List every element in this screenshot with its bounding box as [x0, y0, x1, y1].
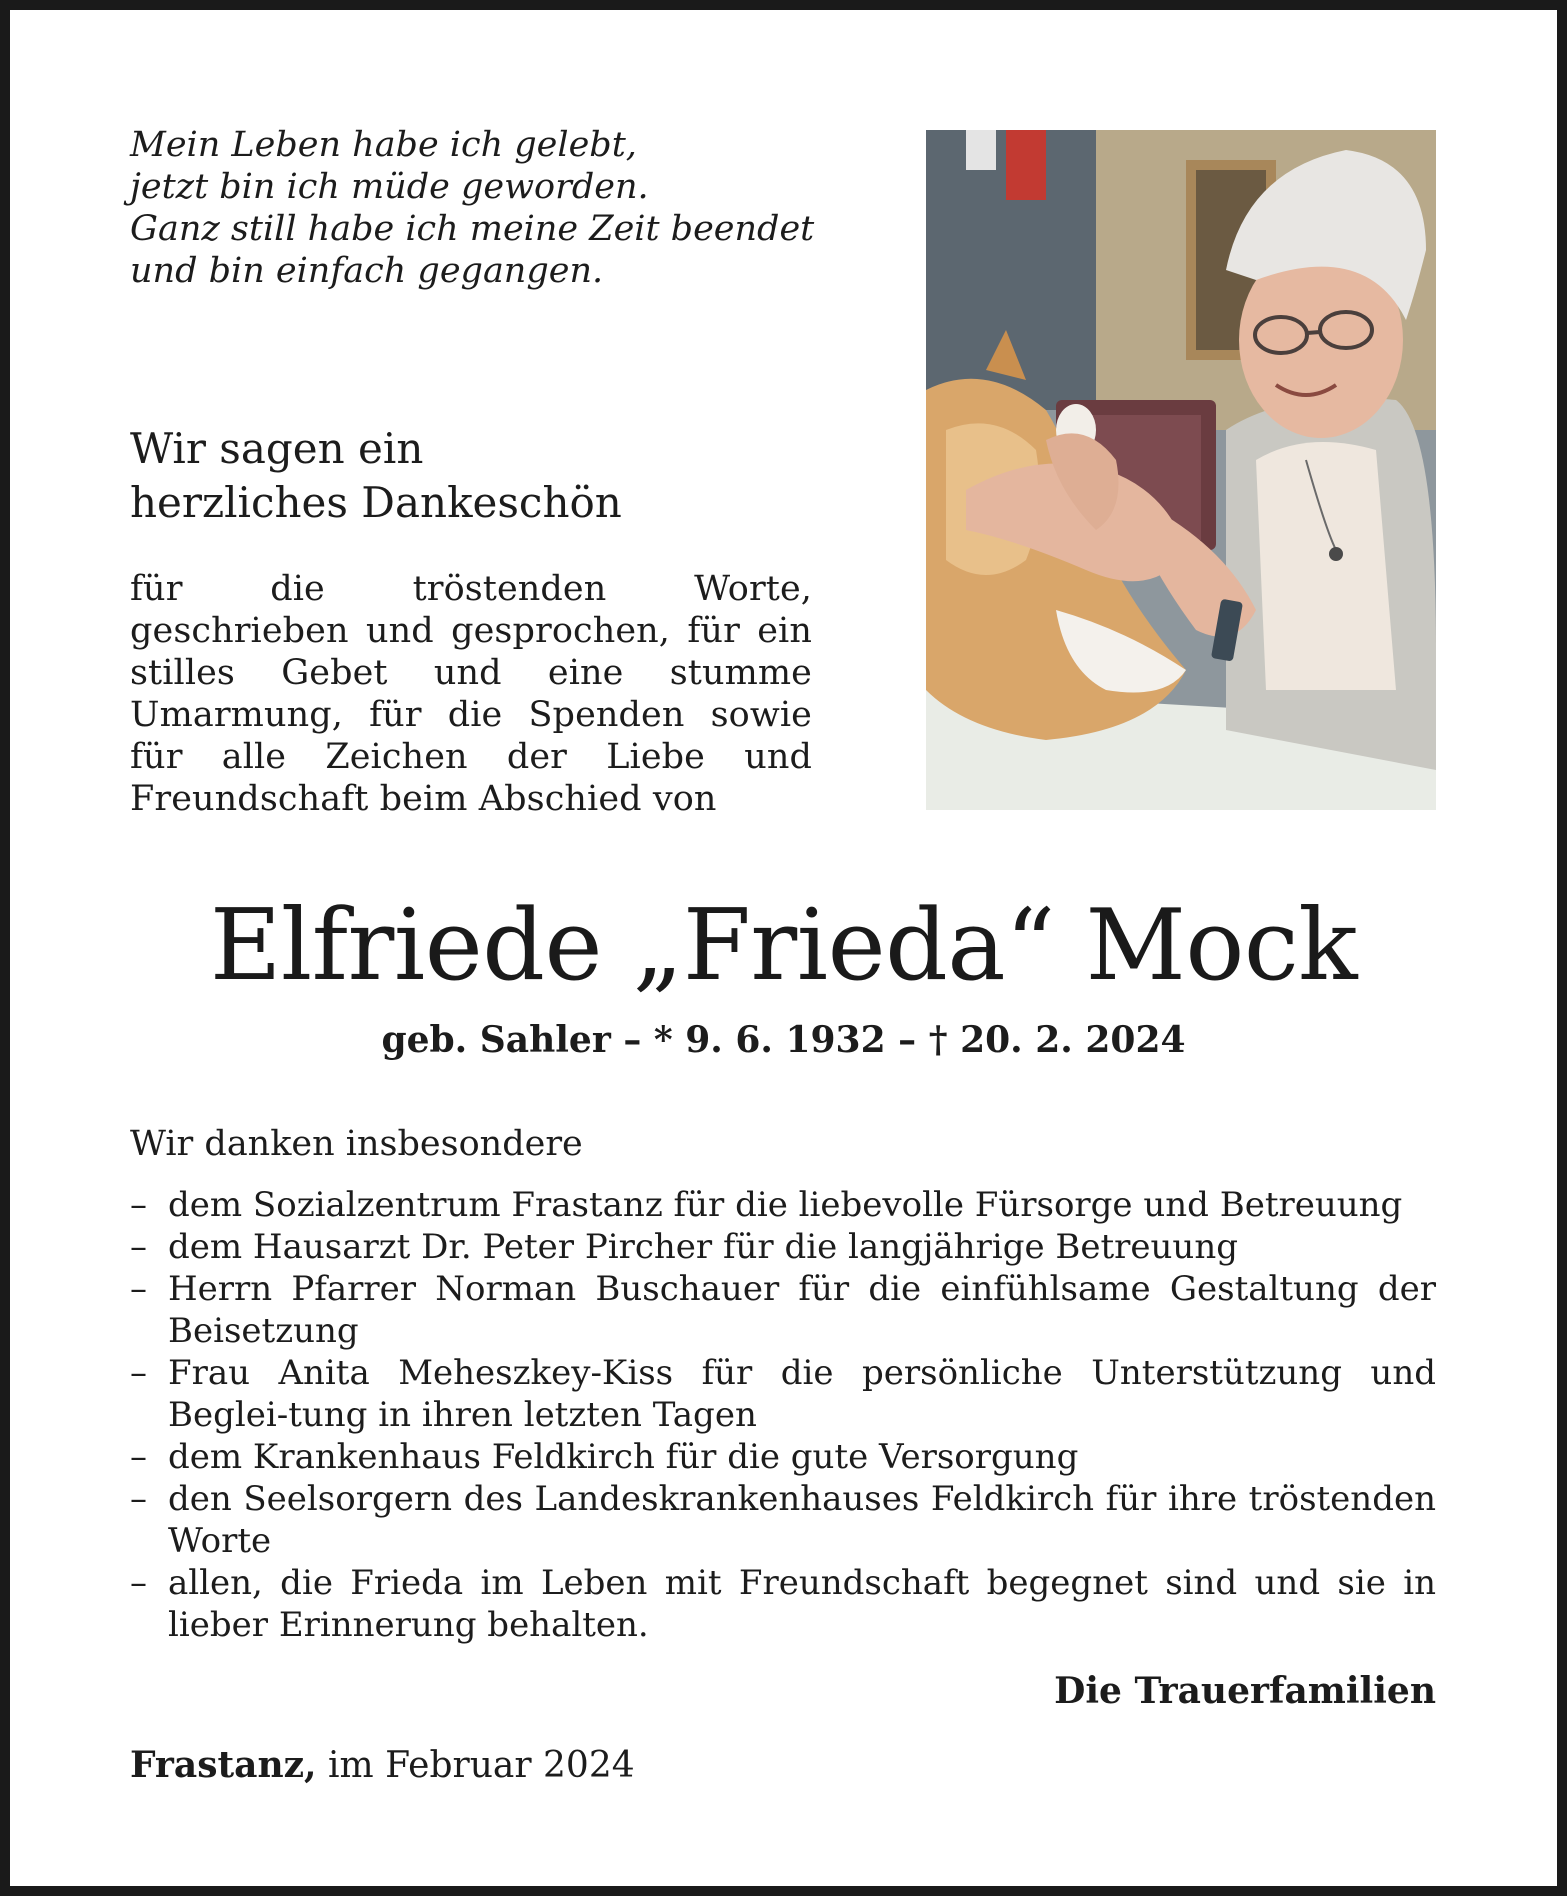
- poem-line: jetzt bin ich müde geworden.: [130, 167, 649, 207]
- thanks-heading-line: Wir sagen ein: [130, 424, 424, 473]
- date: im Februar 2024: [328, 1745, 635, 1786]
- list-item-text: allen, die Frieda im Leben mit Freundschaft begegnet sind und sie in lieber Erinnerung behalten.: [168, 1563, 1436, 1645]
- deceased-name: Elfriede „Frieda“ Mock: [209, 889, 1358, 1003]
- acknowledgements-intro: Wir danken insbesondere: [130, 1124, 583, 1164]
- dash-bullet: –: [130, 1563, 147, 1603]
- list-item: [130, 1184, 1436, 1226]
- poem-line: Ganz still habe ich meine Zeit beendet: [130, 209, 815, 249]
- signature: Die Trauerfamilien: [1054, 1670, 1436, 1712]
- list-item-text: Frau Anita Meheszkey-Kiss für die persönliche Unterstützung und Beglei-tung in ihren letzten Tagen: [168, 1353, 1436, 1435]
- list-item: [130, 1436, 1436, 1478]
- thanks-heading: [130, 422, 770, 530]
- list-item-text: dem Hausarzt Dr. Peter Pircher für die langjährige Betreuung: [168, 1227, 1238, 1267]
- list-item: [130, 1562, 1436, 1646]
- place: Frastanz,: [130, 1744, 317, 1786]
- list-item-text: Herrn Pfarrer Norman Buschauer für die einfühlsame Gestaltung der Beisetzung: [168, 1269, 1436, 1351]
- dash-bullet: –: [130, 1353, 147, 1393]
- list-item: [130, 1268, 1436, 1352]
- dash-bullet: –: [130, 1227, 147, 1267]
- list-item: [130, 1226, 1436, 1268]
- place-and-date: [130, 1742, 635, 1789]
- list-item-text: den Seelsorgern des Landeskrankenhauses Feldkirch für ihre tröstenden Worte: [168, 1479, 1436, 1561]
- dash-bullet: –: [130, 1269, 147, 1309]
- birth-death-dates: geb. Sahler – * 9. 6. 1932 – † 20. 2. 2024: [381, 1019, 1186, 1061]
- acknowledgements-list: [130, 1184, 1436, 1646]
- portrait-photo: [926, 130, 1436, 810]
- list-item: [130, 1352, 1436, 1436]
- thanks-heading-line: herzliches Dankeschön: [130, 478, 622, 527]
- list-item-text: dem Sozialzentrum Frastanz für die liebevolle Fürsorge und Betreuung: [168, 1185, 1403, 1225]
- list-item: [130, 1478, 1436, 1562]
- portrait-illustration: [926, 130, 1436, 810]
- dash-bullet: –: [130, 1437, 147, 1477]
- dash-bullet: –: [130, 1479, 147, 1519]
- dash-bullet: –: [130, 1185, 147, 1225]
- thanks-body: für die tröstenden Worte, geschrieben und gesprochen, für ein stilles Gebet und eine stumme Umarmung, für die Spenden sowie für alle Zeichen der Liebe und Freundschaft beim Abschied von: [130, 569, 812, 819]
- poem: [130, 124, 815, 292]
- list-item-text: dem Krankenhaus Feldkirch für die gute Versorgung: [168, 1437, 1079, 1477]
- poem-line: und bin einfach gegangen.: [130, 251, 604, 291]
- poem-line: Mein Leben habe ich gelebt,: [130, 125, 637, 165]
